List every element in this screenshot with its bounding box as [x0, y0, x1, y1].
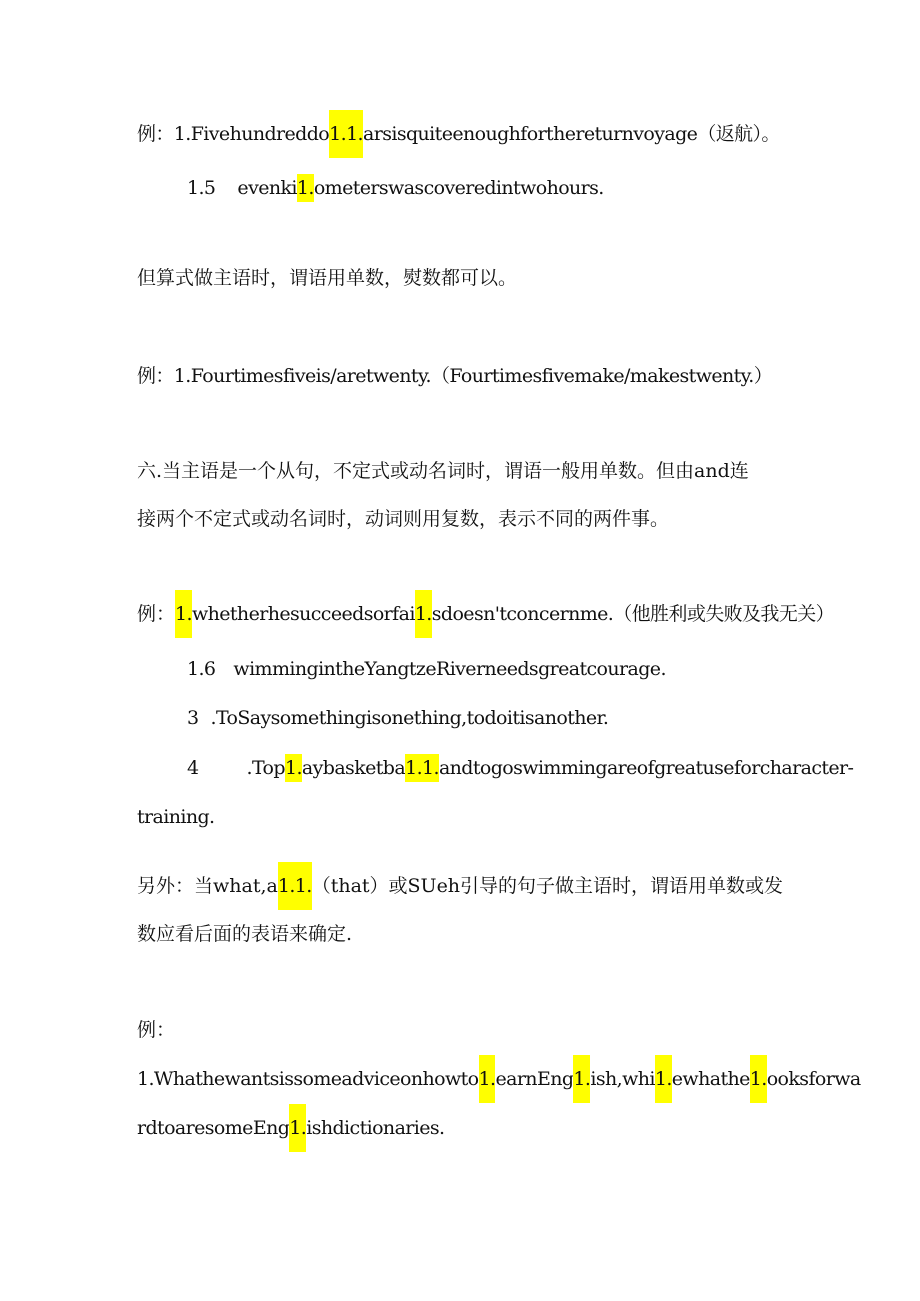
example-play-text-cont: aybasketba [301, 757, 406, 779]
item-number: 4 [187, 757, 199, 779]
example-label-line [137, 1018, 175, 1042]
example-label: 例： [137, 1019, 176, 1041]
note-what-line-2 [137, 922, 352, 946]
item-number: 1.6 [187, 658, 216, 680]
note-what-text-cont: （that）或SUeh引导的句子做主语时，谓语用单数或发 [311, 875, 784, 897]
example-play-line-wrap [137, 805, 214, 829]
example-formula-line [137, 364, 772, 388]
item-number: 3 [187, 707, 199, 729]
example-label: 例： [137, 603, 176, 625]
rule-formula-text: 但算式做主语时，谓语用单数，熨数都可以。 [137, 267, 518, 289]
example-whathe-line [137, 1067, 861, 1091]
example-2-text-cont: ometerswascoveredintwohours. [313, 177, 604, 199]
example-swimming-line [187, 657, 666, 681]
example-play-text-end: andtogoswimmingareofgreatuseforcharacter- [438, 757, 854, 779]
example-1-text: 例：1.Fivehundreddo [137, 123, 330, 145]
highlight-mark: 1. [289, 1104, 306, 1152]
example-whathe-text-c: ish,whi [590, 1068, 655, 1090]
example-swimming-text: wimmingintheYangtzeRiverneedsgreatcourage. [233, 658, 666, 680]
example-whathe-text-d: ewhathe [671, 1068, 750, 1090]
section-six-text-1: 六.当主语是一个从句，不定式或动名词时，谓语一般用单数。但由and连 [137, 460, 749, 482]
highlight-mark: 1. [479, 1055, 496, 1103]
example-whathe-text-b: earnEng [495, 1068, 574, 1090]
example-whathe-line-2 [137, 1116, 445, 1140]
example-play-text: .Top [246, 757, 285, 779]
example-say-line [187, 706, 608, 730]
note-what-text-2: 数应看后面的表语来确定. [137, 923, 353, 945]
rule-formula-line [137, 266, 517, 290]
highlight-mark: 1. [285, 754, 302, 782]
highlight-mark: 1. [750, 1055, 767, 1103]
section-six-line-1 [137, 459, 749, 483]
highlight-mark: 1.1. [278, 862, 312, 910]
example-whathe-text-f: rdtoaresomeEng [137, 1117, 290, 1139]
example-play-line [187, 756, 853, 780]
note-what-line-1 [137, 874, 783, 898]
highlight-mark: 1. [655, 1055, 672, 1103]
note-what-text: 另外：当what,a [137, 875, 278, 897]
example-play-wrap-text: training. [137, 806, 215, 828]
section-six-text-2: 接两个不定式或动名词时，动词则用复数，表示不同的两件事。 [137, 508, 670, 530]
example-1-text-cont: arsisquiteenoughforthereturnvoyage（返航）。 [363, 123, 780, 145]
example-whathe-text: 1.Whathewantsissomeadviceonhowto [137, 1068, 479, 1090]
highlight-mark: 1. [573, 1055, 590, 1103]
example-1-line [137, 122, 780, 146]
example-whathe-text-e: ooksforwa [766, 1068, 861, 1090]
example-formula-text: 例：1.Fourtimesfiveis/aretwenty.（Fourtimesfivemake/makestwenty.） [137, 365, 773, 387]
highlight-mark: 1. [415, 590, 432, 638]
highlight-mark: 1.1. [405, 754, 439, 782]
section-six-line-2 [137, 507, 669, 531]
highlight-mark: 1. [297, 174, 314, 202]
example-clause-text-cont: sdoesn'tconcernme.（他胜利或失败及我无关） [431, 603, 835, 625]
item-number: 1.5 [187, 177, 216, 199]
highlight-mark: 1. [175, 590, 192, 638]
example-2-text: evenki [237, 177, 297, 199]
example-say-text: .ToSaysomethingisonething,todoitisanother. [210, 707, 609, 729]
example-whathe-text-g: ishdictionaries. [306, 1117, 445, 1139]
example-2-line [187, 176, 604, 200]
example-clause-text: whetherhesucceedsorfai [191, 603, 415, 625]
example-clause-line [137, 602, 834, 626]
highlight-mark: 1.1. [329, 110, 363, 158]
